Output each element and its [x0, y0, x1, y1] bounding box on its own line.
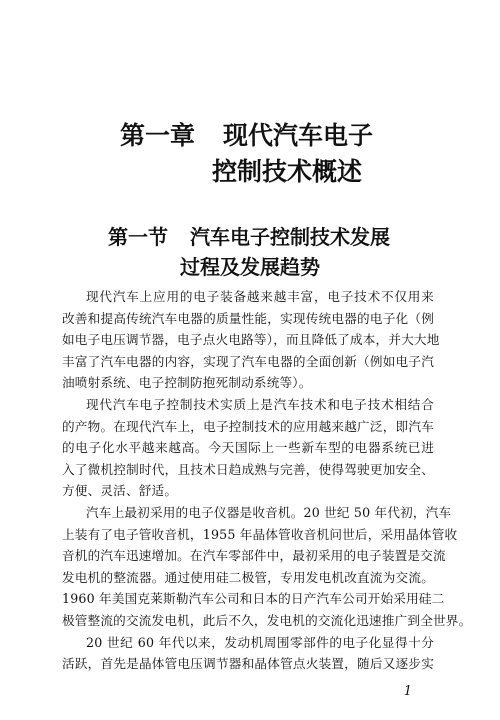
- text-line: 上装有了电子管收音机，1955 年晶体管收音机问世后，采用晶体管收: [62, 526, 458, 542]
- text-line: 如电子电压调节器，电子点火电路等），而且降低了成本，并大大地: [62, 332, 440, 348]
- paragraph-3: [62, 502, 472, 632]
- chapter-title: [0, 118, 500, 190]
- text-line: 现代汽车电子控制技术实质上是汽车技术和电子技术相结合: [86, 396, 434, 412]
- text-line: 改善和提高传统汽车电器的质量性能，实现传统电器的电子化（例: [62, 310, 434, 326]
- text-line: 入了微机控制时代，且技术日趋成熟与完善，使得驾驶更加安全、: [62, 461, 434, 477]
- text-line: 现代汽车上应用的电子装备越来越丰富，电子技术不仅用来: [86, 289, 434, 304]
- text-line: 的电子化水平越来越高。今天国际上一些新车型的电器系统已进: [62, 440, 434, 456]
- section-number: 第一节: [108, 225, 168, 249]
- text-line: 发电机的整流器。通过使用硅二极管，专用发电机改直流为交流。: [62, 569, 434, 585]
- text-line: 的产物。在现代汽车上，电子控制技术的应用越来越广泛，即汽车: [62, 418, 434, 434]
- text-line: 20 世纪 60 年代以来，发动机周围零部件的电子化显得十分: [86, 634, 434, 650]
- section-title-line-1: [0, 222, 500, 252]
- text-line: 汽车上最初采用的电子仪器是收音机。20 世纪 50 年代初，汽车: [86, 504, 452, 520]
- chapter-title-text-1: 现代汽车电子: [223, 121, 374, 150]
- text-line: 活跃，首先是晶体管电压调节器和晶体管点火装置，随后又逐步实: [62, 656, 434, 672]
- text-line: 1960 年美国克莱斯勒汽车公司和日本的日产汽车公司开始采用硅二: [62, 591, 445, 607]
- body-text: [62, 286, 472, 675]
- section-title-text-1: 汽车电子控制技术发展: [190, 225, 390, 249]
- text-line: 丰富了汽车电器的内容，实现了汽车电器的全面创新（例如电子汽: [62, 353, 434, 369]
- text-line: 音机的汽车迅速增加。在汽车零部件中，最初采用的电子装置是交流: [62, 548, 446, 564]
- text-line: 极管整流的交流发电机，此后不久，发电机的交流化迅速推广到全世界。: [62, 612, 472, 628]
- section-title: [0, 222, 500, 282]
- chapter-number: 第一章: [120, 121, 196, 150]
- paragraph-1: [62, 286, 440, 394]
- chapter-title-line-2: 控制技术概述: [212, 157, 363, 186]
- section-title-line-2: 过程及发展趋势: [180, 255, 320, 279]
- paragraph-4: [62, 632, 434, 675]
- paragraph-2: [62, 394, 434, 502]
- page-number: 1: [403, 684, 412, 699]
- text-line: 方便、灵活、舒适。: [62, 483, 178, 499]
- chapter-title-line-1: [0, 118, 500, 154]
- text-line: 油喷射系统、电子控制防抱死制动系统等）。: [62, 375, 312, 391]
